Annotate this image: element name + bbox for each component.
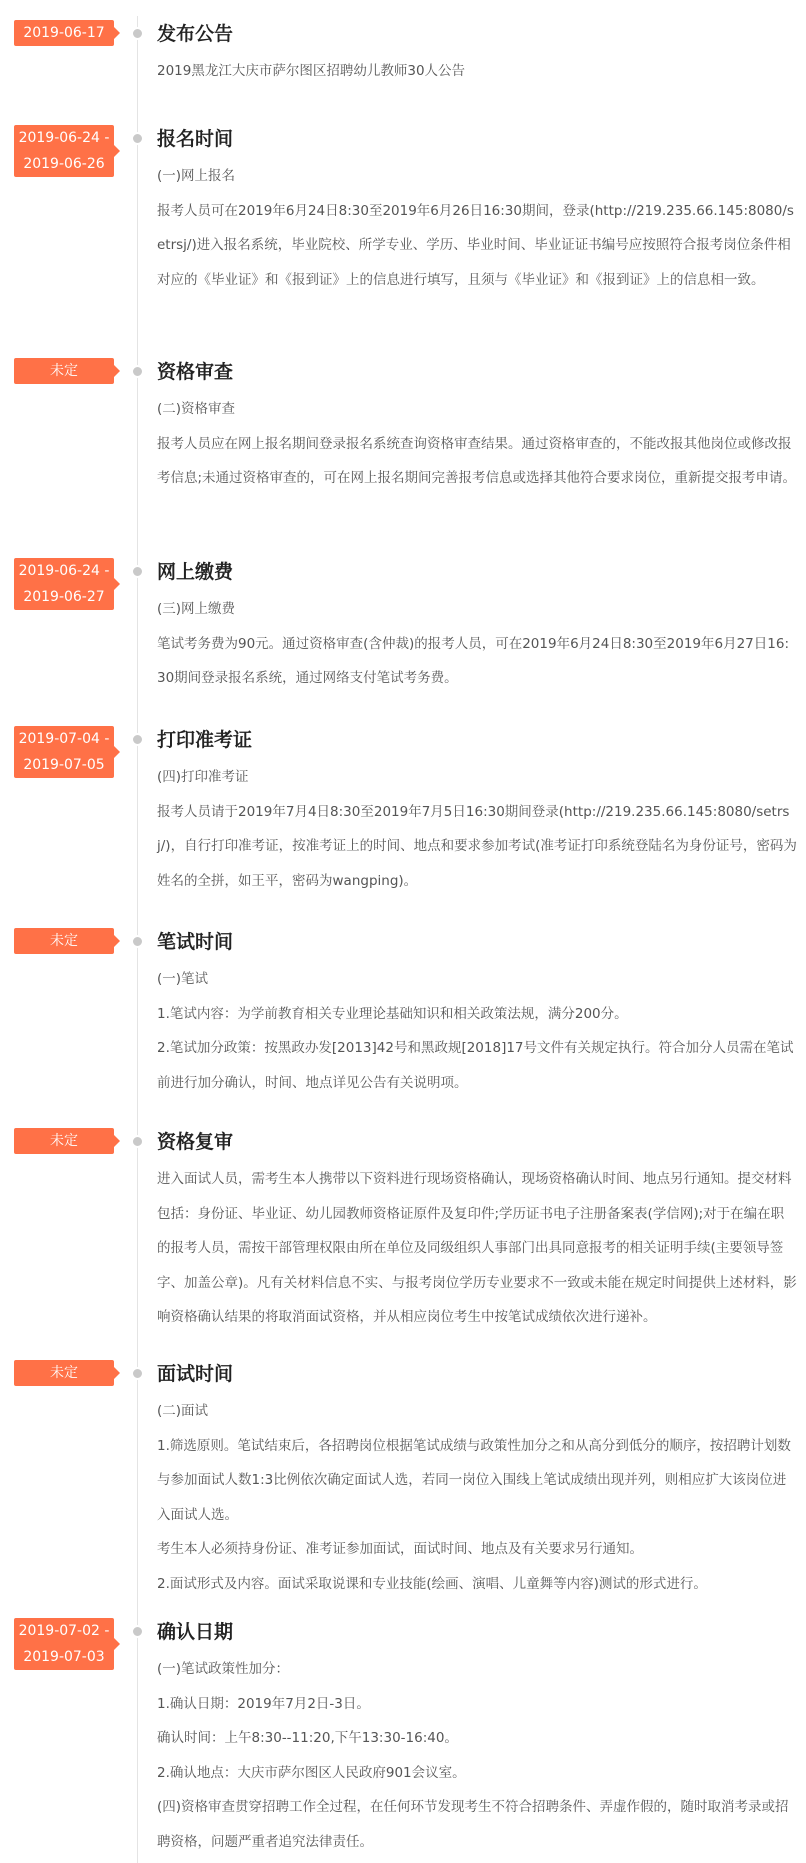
date-text: 未定 [50, 933, 78, 949]
timeline-dot-icon [131, 1135, 144, 1148]
event-paragraph: 1.笔试内容：为学前教育相关专业理论基础知识和相关政策法规，满分200分。 [157, 1005, 628, 1022]
event-title: 打印准考证 [157, 729, 253, 751]
event-content [157, 125, 797, 297]
date-text: 未定 [50, 1133, 78, 1149]
date-text: 2019-06-26 [23, 156, 105, 172]
event-paragraph: (一)笔试 [157, 971, 209, 987]
event-content [157, 358, 797, 496]
event-paragraph: 报考人员应在网上报名期间登录报名系统查询资格审查结果。通过资格审查的，不能改报其他岗位或修改报考信息;未通过资格审查的，可在网上报名期间完善报考信息或选择其他符合要求岗位，重新提交报考申请。 [157, 435, 797, 486]
date-badge [14, 1360, 114, 1386]
event-paragraph: 2.面试形式及内容。面试采取说课和专业技能(绘画、演唱、儿童舞等内容)测试的形式进行。 [157, 1575, 707, 1592]
date-text: 2019-06-17 [23, 25, 105, 41]
timeline-dot-icon [131, 1625, 144, 1638]
date-badge [14, 358, 114, 384]
date-text: 2019-06-27 [23, 589, 105, 605]
event-paragraph: 报考人员请于2019年7月4日8:30至2019年7月5日16:30期间登录(http://219.235.66.145:8080/setrsj/)，自行打印准考证，按准考证上的时间、地点和要求参加考试(准考证打印系统登陆名为身份证号，密码为姓名的全拼，如王平，密码为wangping)。 [157, 803, 797, 889]
date-badge [14, 1128, 114, 1154]
timeline-dot-icon [131, 27, 144, 40]
event-paragraph: 1.筛选原则。笔试结束后，各招聘岗位根据笔试成绩与政策性加分之和从高分到低分的顺序，按招聘计划数与参加面试人数1:3比例依次确定面试人选，若同一岗位入围线上笔试成绩出现并列，则相应扩大该岗位进入面试人选。 [157, 1437, 791, 1523]
event-paragraph: 笔试考务费为90元。通过资格审查(含仲裁)的报考人员，可在2019年6月24日8:30至2019年6月27日16:30期间登录报名系统，通过网络支付笔试考务费。 [157, 635, 790, 686]
date-text: 2019-07-04 - [18, 731, 110, 747]
timeline-dot-icon [131, 365, 144, 378]
event-paragraph: 进入面试人员，需考生本人携带以下资料进行现场资格确认，现场资格确认时间、地点另行通知。提交材料包括：身份证、毕业证、幼儿园教师资格证原件及复印件;学历证书电子注册备案表(学信网);对于在编在职的报考人员，需按干部管理权限由所在单位及同级组织人事部门出具同意报考的相关证明手续(主要领导签字、加盖公章)。凡有关材料信息不实、与报考岗位学历专业要求不一致或未能在规定时间提供上述材料，影响资格确认结果的将取消面试资格，并从相应岗位考生中按笔试成绩依次进行递补。 [157, 1171, 797, 1325]
event-content [157, 1618, 797, 1859]
event-paragraph: 2.确认地点：大庆市萨尔图区人民政府901会议室。 [157, 1764, 466, 1781]
event-title: 资格审查 [157, 361, 234, 383]
event-title: 确认日期 [157, 1621, 234, 1643]
date-text: 2019-07-03 [23, 1649, 105, 1665]
timeline-dot-icon [131, 132, 144, 145]
date-text: 未定 [50, 363, 78, 379]
event-paragraph: (三)网上缴费 [157, 601, 236, 617]
date-text: 2019-06-24 - [18, 563, 110, 579]
date-text: 2019-06-24 - [18, 130, 110, 146]
event-paragraph: (四)打印准考证 [157, 769, 249, 785]
date-text: 2019-07-05 [23, 757, 105, 773]
event-paragraph: 确认时间：上午8:30--11:20,下午13:30-16:40。 [157, 1730, 458, 1746]
date-badge [14, 928, 114, 954]
date-text: 2019-07-02 - [18, 1623, 110, 1639]
event-title: 发布公告 [157, 23, 234, 45]
event-paragraph: 2019黑龙江大庆市萨尔图区招聘幼儿教师30人公告 [157, 63, 466, 79]
event-title: 资格复审 [157, 1131, 234, 1153]
event-title: 面试时间 [157, 1363, 234, 1385]
event-paragraph: 报考人员可在2019年6月24日8:30至2019年6月26日16:30期间，登录(http://219.235.66.145:8080/setrsj/)进入报名系统，毕业院校、所学专业、学历、毕业时间、毕业证证书编号应按照符合报考岗位条件相对应的《毕业证》和《报到证》上的信息进行填写，且须与《毕业证》和《报到证》上的信息相一致。 [157, 202, 794, 288]
event-paragraph: 考生本人必须持身份证、准考证参加面试，面试时间、地点及有关要求另行通知。 [157, 1541, 643, 1557]
event-content [157, 1360, 797, 1601]
event-paragraph: (一)笔试政策性加分： [157, 1661, 290, 1677]
event-paragraph: (四)资格审查贯穿招聘工作全过程，在任何环节发现考生不符合招聘条件、弄虚作假的，随时取消考录或招聘资格，问题严重者追究法律责任。 [157, 1799, 789, 1850]
timeline-dot-icon [131, 733, 144, 746]
timeline-dot-icon [131, 935, 144, 948]
date-badge [14, 1618, 114, 1670]
event-paragraph: 1.确认日期：2019年7月2日-3日。 [157, 1695, 370, 1712]
event-content [157, 1128, 797, 1335]
timeline-dot-icon [131, 1367, 144, 1380]
date-badge [14, 20, 114, 46]
event-title: 网上缴费 [157, 561, 234, 583]
timeline-dot-icon [131, 565, 144, 578]
date-badge [14, 726, 114, 778]
event-paragraph: (二)资格审查 [157, 401, 236, 417]
event-title: 报名时间 [157, 128, 234, 150]
date-text: 未定 [50, 1365, 78, 1381]
event-content [157, 558, 797, 696]
event-paragraph: 2.笔试加分政策：按黑政办发[2013]42号和黑政规[2018]17号文件有关规定执行。符合加分人员需在笔试前进行加分确认，时间、地点详见公告有关说明项。 [157, 1040, 794, 1091]
event-paragraph: (一)网上报名 [157, 168, 236, 184]
date-badge [14, 125, 114, 177]
date-badge [14, 558, 114, 610]
event-content [157, 726, 797, 898]
event-content [157, 928, 797, 1100]
event-paragraph: (二)面试 [157, 1403, 209, 1419]
event-content [157, 20, 797, 89]
event-title: 笔试时间 [157, 931, 234, 953]
